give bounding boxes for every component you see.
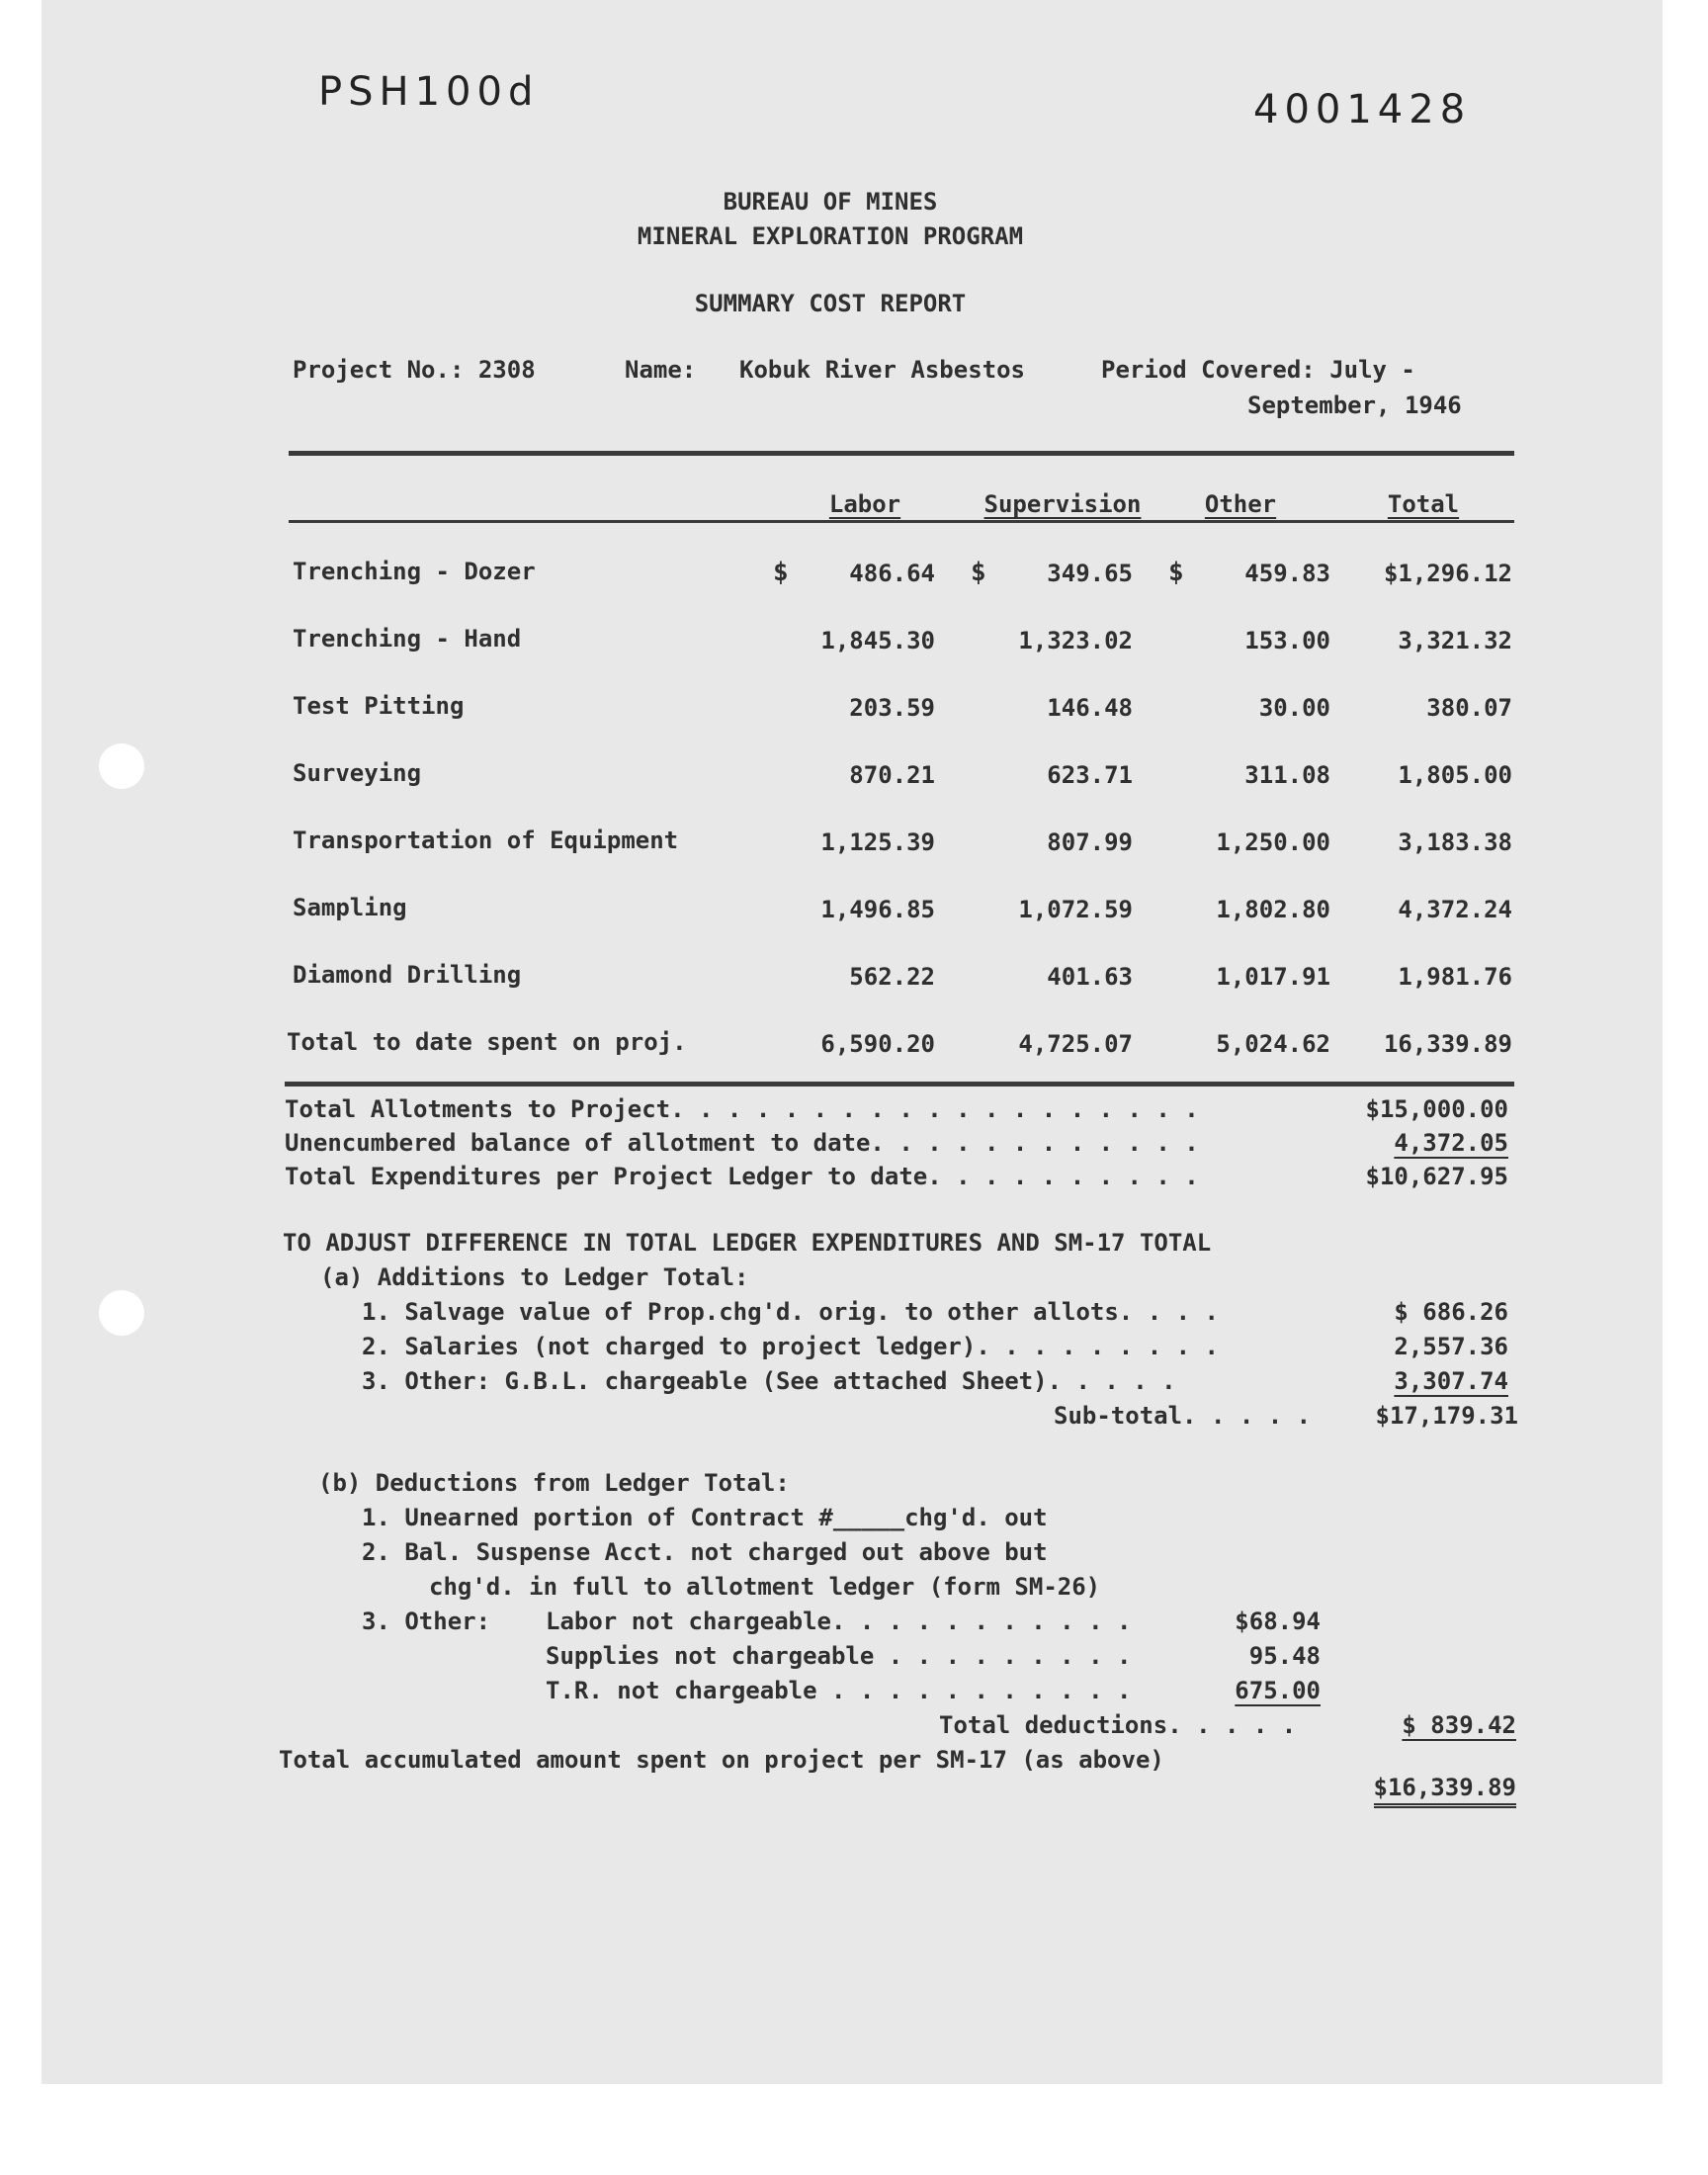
adjust-title: TO ADJUST DIFFERENCE IN TOTAL LEDGER EXPENDITURES AND SM-17 TOTAL [283,1229,1212,1257]
project-number: Project No.: 2308 [293,356,536,384]
col-header-supervision: Supervision [983,490,1142,518]
project-name: Kobuk River Asbestos [739,356,1025,384]
handwritten-code-right: 4001428 [1253,87,1472,132]
period-covered-cont: September, 1946 [1247,392,1462,419]
header-bureau: BUREAU OF MINES [723,188,938,216]
period-covered: Period Covered: July - [1101,356,1415,384]
cell-total: 3,321.32 [1398,627,1512,654]
cell-grand-total: 16,339.89 [1383,1030,1512,1058]
deduction-item: 1. Unearned portion of Contract #_____chg'd. out [362,1504,1048,1531]
cell-total: 3,183.38 [1398,828,1512,856]
final-total-label: Total accumulated amount spent on project per SM-17 (as above) [279,1746,1164,1774]
cell-labor: 1,125.39 [820,828,935,856]
addition-item: 3. Other: G.B.L. chargeable (See attached Sheet). . . . . [362,1367,1176,1395]
total-deductions-value: $ 839.42 [1402,1711,1516,1739]
other-deduction-value: 95.48 [1248,1642,1321,1670]
cell-labor: 870.21 [849,761,935,789]
report-title: SUMMARY COST REPORT [694,290,967,317]
other-deduction-value: $68.94 [1235,1608,1321,1635]
handwritten-code-left: PSH100d [318,69,540,115]
subtotal-label: Sub-total. . . . . [1054,1402,1312,1430]
binder-hole-bottom [99,1290,144,1336]
header-rule [289,451,1514,456]
addition-item: 2. Salaries (not charged to project ledger). . . . . . . . . [362,1333,1219,1360]
cell-other: 459.83 [1244,560,1330,587]
cell-other: 1,017.91 [1216,963,1330,991]
cell-total: 380.07 [1426,694,1512,722]
cell-total: 1,805.00 [1398,761,1512,789]
cell-labor: 486.64 [849,560,935,587]
cell-other: 1,802.80 [1216,896,1330,923]
other-deduction-item: Labor not chargeable. . . . . . . . . . . [546,1608,1132,1635]
summary-expenditures-value: $10,627.95 [1365,1163,1508,1190]
cell-total: 1,981.76 [1398,963,1512,991]
col-header-total: Total [1387,490,1460,518]
row-label: Diamond Drilling [293,961,522,989]
other-deduction-item: Supplies not chargeable . . . . . . . . . [546,1642,1132,1670]
cell-other-total: 5,024.62 [1216,1030,1330,1058]
cell-other: 1,250.00 [1216,828,1330,856]
row-label: Trenching - Hand [293,625,522,652]
row-label: Surveying [293,759,422,787]
cell-supervision: 807.99 [1047,828,1133,856]
deductions-title: (b) Deductions from Ledger Total: [318,1469,790,1497]
row-label: Trenching - Dozer [293,558,536,585]
cell-labor: 1,845.30 [820,627,935,654]
final-total-value: $16,339.89 [1374,1774,1517,1808]
summary-expenditures-label: Total Expenditures per Project Ledger to date. . . . . . . . . . [285,1163,1199,1190]
col-header-labor: Labor [828,490,901,518]
col-header-other: Other [1204,490,1277,518]
cell-other: 153.00 [1244,627,1330,654]
cell-supervision: 1,323.02 [1018,627,1133,654]
cell-supervision: 146.48 [1047,694,1133,722]
cell-supervision: 623.71 [1047,761,1133,789]
deduction-item: 2. Bal. Suspense Acct. not charged out above but [362,1538,1048,1566]
summary-allotments-value: $15,000.00 [1365,1095,1508,1123]
cell-total: $1,296.12 [1383,560,1512,587]
final-total-value-wrap [1334,1746,1516,1801]
row-label: Transportation of Equipment [293,826,679,854]
cell-labor: 562.22 [849,963,935,991]
addition-item: 1. Salvage value of Prop.chg'd. orig. to other allots. . . . [362,1298,1219,1326]
row-label: Sampling [293,894,407,921]
addition-value: $ 686.26 [1394,1298,1508,1326]
deduction-other-label: 3. Other: [362,1608,491,1635]
column-header-rule [289,520,1514,523]
deduction-item-cont: chg'd. in full to allotment ledger (form SM-26) [429,1573,1101,1601]
summary-unencumbered-value: 4,372.05 [1394,1129,1508,1157]
summary-unencumbered-label: Unencumbered balance of allotment to date. . . . . . . . . . . . [285,1129,1199,1157]
row-label-total: Total to date spent on proj. [287,1028,687,1056]
cell-total: 4,372.24 [1398,896,1512,923]
additions-title: (a) Additions to Ledger Total: [320,1263,749,1291]
subtotal-value: $17,179.31 [1375,1402,1518,1430]
project-name-label: Name: [625,356,697,384]
cell-labor-total: 6,590.20 [820,1030,935,1058]
other-deduction-item: T.R. not chargeable . . . . . . . . . . . [546,1677,1132,1704]
cell-other: 30.00 [1258,694,1330,722]
cell-other: 311.08 [1244,761,1330,789]
dollar-sign-labor: $ [773,558,789,587]
header-program: MINERAL EXPLORATION PROGRAM [637,222,1024,250]
dollar-sign-other: $ [1168,558,1184,587]
addition-value: 2,557.36 [1394,1333,1508,1360]
binder-hole-top [99,743,144,789]
cell-labor: 203.59 [849,694,935,722]
other-deduction-value: 675.00 [1235,1677,1321,1704]
row-label: Test Pitting [293,692,465,720]
cell-supervision: 401.63 [1047,963,1133,991]
cell-labor: 1,496.85 [820,896,935,923]
table-bottom-rule [285,1082,1514,1087]
addition-value: 3,307.74 [1394,1367,1508,1395]
total-deductions-label: Total deductions. . . . . [939,1711,1297,1739]
cell-supervision-total: 4,725.07 [1018,1030,1133,1058]
dollar-sign-supervision: $ [971,558,986,587]
cell-supervision: 1,072.59 [1018,896,1133,923]
cell-supervision: 349.65 [1047,560,1133,587]
summary-allotments-label: Total Allotments to Project. . . . . . . . . . . . . . . . . . . [285,1095,1199,1123]
